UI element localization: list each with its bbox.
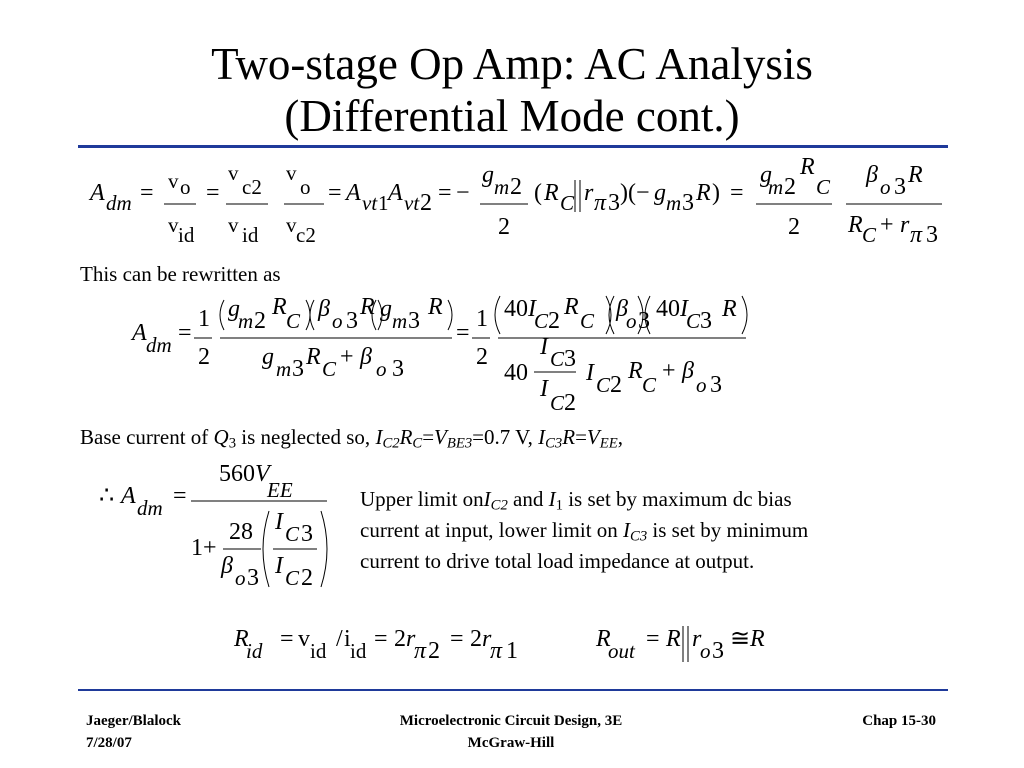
svg-text:g: g [380,296,392,322]
svg-text:1: 1 [506,638,518,664]
equation-adm-final [95,455,355,605]
svg-text:C: C [285,522,300,546]
svg-text:3: 3 [894,174,906,200]
svg-text:dm: dm [106,191,132,215]
svg-text:2: 2 [470,626,482,652]
svg-text:R: R [666,626,681,652]
svg-text:=: = [374,626,388,652]
svg-text:=: = [280,626,294,652]
svg-text:=: = [178,320,192,346]
svg-text:β: β [616,296,628,322]
svg-text:R: R [544,180,559,206]
svg-text:β: β [360,344,372,370]
svg-text:=: = [328,180,342,206]
svg-text:R: R [272,294,287,320]
svg-text:r: r [900,212,910,238]
svg-text:id: id [242,223,259,247]
svg-text:=: = [438,180,452,206]
svg-text:=: = [730,180,744,206]
svg-text:=: = [140,180,154,206]
svg-text:3: 3 [638,308,650,334]
svg-text:2: 2 [510,174,522,200]
svg-text:+: + [662,358,676,384]
title-divider [78,145,948,148]
svg-text:3: 3 [564,346,576,372]
svg-text:r: r [692,626,702,652]
svg-text:1: 1 [378,191,389,215]
svg-text:I: I [680,296,688,322]
svg-text:+: + [340,344,354,370]
svg-text:=: = [456,320,470,346]
svg-text:π: π [490,638,503,664]
svg-text:R: R [722,296,737,322]
svg-text:40: 40 [504,360,528,386]
svg-text:2: 2 [564,390,576,416]
svg-text:C: C [550,347,565,371]
svg-text:o: o [700,639,711,663]
svg-text:C: C [580,309,595,333]
svg-text:3: 3 [346,308,358,334]
svg-text:vt: vt [362,191,378,215]
svg-text:=: = [450,626,464,652]
svg-text:c2: c2 [296,223,316,247]
svg-text:π: π [910,222,923,248]
svg-text:β: β [682,358,694,384]
svg-text:C: C [596,373,611,397]
svg-text:2: 2 [301,565,313,591]
svg-text:g: g [228,296,240,322]
svg-text:3: 3 [926,222,938,248]
svg-text:g: g [760,162,772,188]
svg-text:o: o [332,309,343,333]
equation-adm-rewrite [130,292,780,422]
svg-text:R: R [800,154,815,180]
svg-text:id: id [178,223,195,247]
svg-text:3: 3 [408,308,420,334]
svg-text:C: C [816,175,831,199]
svg-text:g: g [262,344,274,370]
svg-text:o: o [626,309,637,333]
svg-text:g: g [482,162,494,188]
svg-text:v: v [286,213,297,237]
svg-text:β: β [221,553,233,579]
svg-text:3: 3 [301,521,313,547]
svg-text:R: R [306,344,321,370]
svg-text:V: V [255,461,270,487]
svg-text:r: r [406,626,416,652]
svg-text:I: I [275,553,283,579]
footer-divider [78,689,948,691]
svg-text:dm: dm [137,496,163,520]
svg-text:m: m [238,309,254,333]
svg-text:m: m [666,191,682,215]
svg-text:2: 2 [548,308,560,334]
svg-text:C: C [560,191,575,215]
svg-text:2: 2 [788,214,800,240]
slide-title [0,38,1024,142]
equation-rout [596,620,796,670]
svg-text:v: v [298,626,310,652]
svg-text:R: R [750,626,765,652]
svg-text:2: 2 [610,372,622,398]
svg-text:m: m [494,175,510,199]
rewrite-text: This can be rewritten as [80,262,281,286]
svg-text:3: 3 [608,190,620,216]
svg-text:id: id [246,639,263,663]
svg-text:m: m [276,357,292,381]
svg-text:v: v [168,169,179,193]
note-line-3: current to drive total load impedance at output. [360,549,755,573]
svg-text:out: out [608,639,635,663]
svg-text:I: I [586,360,594,386]
svg-text:A: A [132,320,147,346]
svg-text:I: I [540,334,548,360]
svg-text:1: 1 [476,306,488,332]
svg-text:A: A [121,483,136,509]
svg-text:2: 2 [498,214,510,240]
note-line-2: current at input, lower limit on $I_{C3}$ is set by minimum [360,518,809,545]
svg-text:3: 3 [700,308,712,334]
svg-text:2: 2 [476,344,488,370]
svg-text:1: 1 [198,306,210,332]
svg-text:/: / [336,626,343,652]
svg-text:3: 3 [710,372,722,398]
svg-text:I: I [528,296,536,322]
svg-text:(: ( [534,180,542,206]
title-line-1: Two-stage Op Amp: AC Analysis [211,39,813,89]
svg-text:3: 3 [392,356,404,382]
svg-text:)(−: )(− [620,180,650,206]
svg-text:C: C [322,357,337,381]
svg-text:C: C [285,566,300,590]
svg-text:2: 2 [198,344,210,370]
svg-text:c2: c2 [242,175,262,199]
svg-text:28: 28 [229,519,253,545]
svg-text:3: 3 [292,356,304,382]
svg-text:2: 2 [394,626,406,652]
footer-book: Microelectronic Circuit Design, 3E McGraw-Hill [399,713,623,751]
svg-text:R: R [628,358,643,384]
equation-adm-full [88,154,958,260]
svg-text:=: = [206,180,220,206]
svg-text:=: = [646,626,660,652]
svg-text:id: id [310,639,327,663]
svg-text:R: R [234,626,249,652]
svg-text:C: C [550,391,565,415]
svg-text:o: o [696,373,707,397]
svg-text:3: 3 [712,638,724,664]
svg-text:): ) [712,180,720,206]
svg-text:vt: vt [404,191,420,215]
svg-text:C: C [686,309,701,333]
svg-text:R: R [696,180,711,206]
svg-text:R: R [908,162,923,188]
svg-text:560: 560 [219,461,255,487]
svg-text:3: 3 [247,565,259,591]
svg-text:2: 2 [254,308,266,334]
base-current-text: Base current of $Q_3$ is neglected so, $I_{C2}R_C=V_{BE3}=0.7$ V, $I_{C3}R=V_{EE}$, [80,425,623,452]
svg-text:A: A [346,180,361,206]
svg-text:β: β [318,296,330,322]
footer-author: Jaeger/Blalock 7/28/07 [86,713,181,751]
svg-text:R: R [564,294,579,320]
svg-text:dm: dm [146,333,172,357]
svg-text:o: o [880,175,891,199]
title-line-2: (Differential Mode cont.) [284,91,740,141]
svg-text:o: o [180,175,191,199]
svg-text:π: π [414,638,427,664]
svg-text:g: g [654,180,666,206]
svg-text:v: v [286,161,297,185]
svg-text:40: 40 [504,296,528,322]
svg-text:C: C [286,309,301,333]
svg-text:1+: 1+ [191,535,217,561]
note-line-1: Upper limit onI$_{C2}$ and $I_1$ is set by maximum dc bias [360,487,792,514]
equation-rid [232,620,552,670]
svg-text:i: i [344,626,351,652]
svg-text:o: o [376,357,387,381]
svg-text:r: r [584,180,594,206]
svg-text:2: 2 [784,174,796,200]
svg-text:v: v [228,161,239,185]
svg-text:EE: EE [267,478,293,502]
svg-text:I: I [275,509,283,535]
svg-text:=: = [173,483,187,509]
svg-text:R: R [428,294,443,320]
svg-text:β: β [866,162,878,188]
svg-text:40: 40 [656,296,680,322]
svg-text:π: π [594,190,607,216]
svg-text:r: r [482,626,492,652]
svg-text:v: v [228,213,239,237]
svg-text:C: C [534,309,549,333]
svg-text:2: 2 [420,190,432,216]
svg-text:m: m [768,175,784,199]
svg-text:≅: ≅ [730,626,751,652]
footer-chapter: Chap 15-30 [862,713,936,729]
svg-text:m: m [392,309,408,333]
svg-text:−: − [456,180,470,206]
svg-text:R: R [360,294,375,320]
svg-text:∴: ∴ [99,483,115,509]
svg-text:C: C [862,223,877,247]
svg-text:R: R [848,212,863,238]
svg-text:v: v [168,213,179,237]
svg-text:I: I [540,376,548,402]
svg-text:+: + [880,212,894,238]
bias-limit-note [360,484,980,577]
svg-text:o: o [235,566,246,590]
svg-text:C: C [642,373,657,397]
svg-text:2: 2 [428,638,440,664]
svg-text:o: o [300,175,311,199]
svg-text:id: id [350,639,367,663]
svg-text:A: A [388,180,403,206]
svg-text:3: 3 [682,190,694,216]
svg-text:A: A [90,180,105,206]
svg-text:R: R [596,626,611,652]
